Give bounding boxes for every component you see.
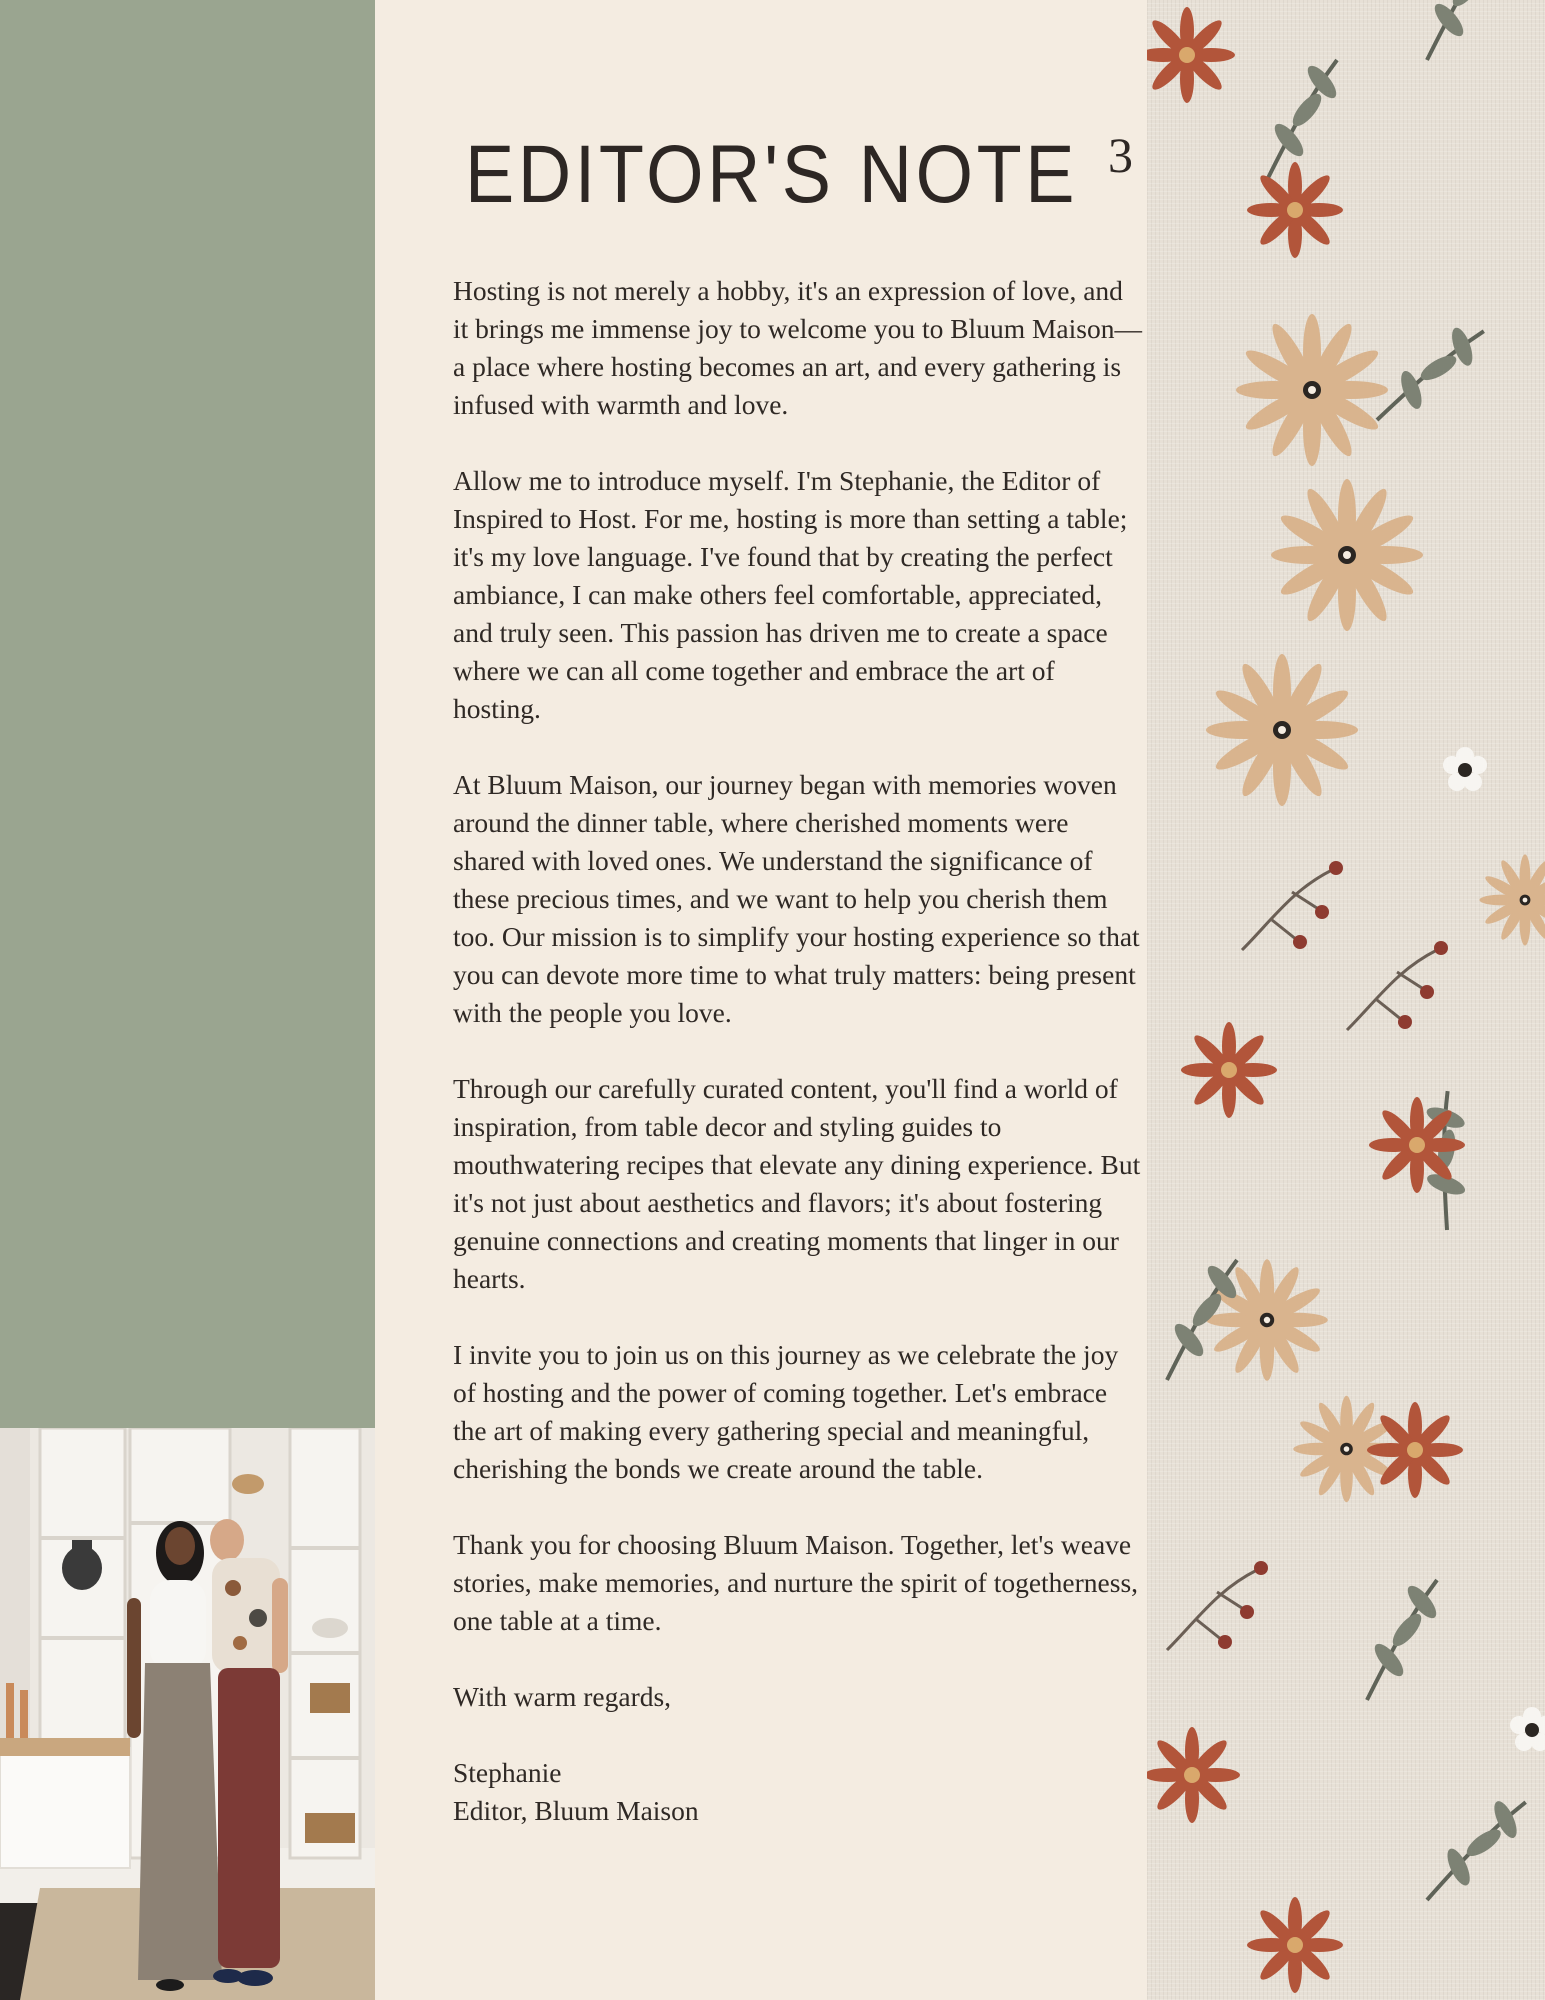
- page-number: 3: [1108, 127, 1133, 183]
- letter-paragraph: I invite you to join us on this journey as we celebrate the joy of hosting and the power of coming together. Let's embrace the art of making every gathering special and meaningful, cherishing the bonds we create around the table.: [453, 1339, 1119, 1484]
- letter-paragraph: Through our carefully curated content, you'll find a world of inspiration, from table decor and styling guides to mouthwatering recipes that elevate any dining experience. But it's not just about aesthetics and flavors; it's about fostering genuine connections and creating moments that linger in our hearts.: [453, 1073, 1141, 1294]
- floral-pattern: [1147, 0, 1545, 2000]
- letter-paragraph: Thank you for choosing Bluum Maison. Together, let's weave stories, make memories, and nurture the spirit of togetherness, one table at a time.: [453, 1529, 1139, 1636]
- letter-paragraph: At Bluum Maison, our journey began with memories woven around the dinner table, where cherished moments were shared with loved ones. We understand the significance of these precious times, and we want to help you cherish them too. Our mission is to simplify your hosting experience so that you can devote more time to what truly matters: being present with the people you love.: [453, 769, 1140, 1028]
- letter-paragraph: Hosting is not merely a hobby, it's an expression of love, and it brings me immense joy to welcome you to Bluum Maison—a place where hosting becomes an art, and every gathering is infused with warmth and love.: [453, 275, 1142, 420]
- signature-title: Editor, Bluum Maison: [453, 1795, 699, 1826]
- sage-color-panel: [0, 0, 375, 1430]
- editor-letter: [453, 272, 1143, 1830]
- signature-name: Stephanie: [453, 1757, 562, 1788]
- letter-paragraph: Allow me to introduce myself. I'm Stephanie, the Editor of Inspired to Host. For me, hosting is more than setting a table; it's my love language. I've found that by creating the perfect ambiance, I can make others feel comfortable, appreciated, and truly seen. This passion has driven me to create a space where we can all come together and embrace the art of hosting.: [453, 465, 1128, 724]
- page-title: EDITOR'S NOTE: [465, 129, 1079, 220]
- editor-couple-photo: [0, 1428, 380, 2000]
- closing-line: With warm regards,: [453, 1681, 672, 1712]
